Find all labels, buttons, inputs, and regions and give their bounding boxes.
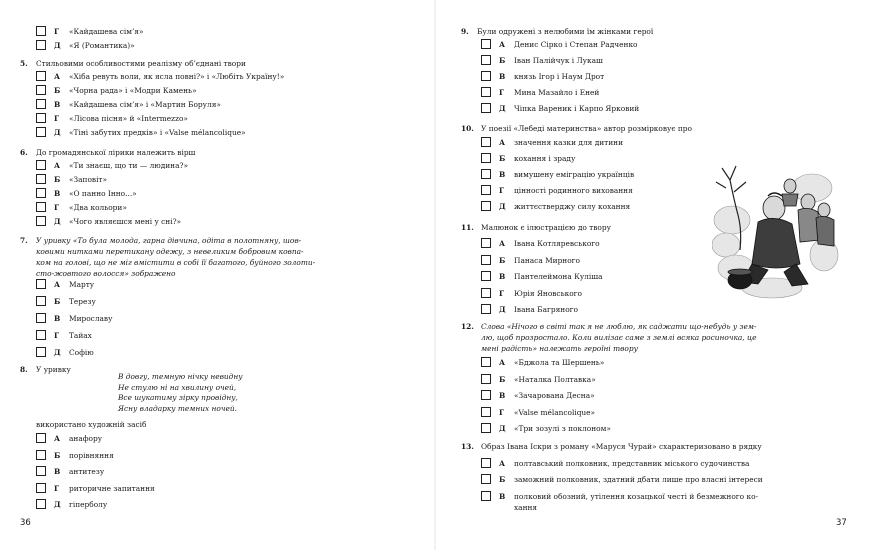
question-text: У поезії «Лебеді материнства» автор розмірковує про bbox=[481, 124, 692, 133]
answer-checkbox[interactable] bbox=[36, 499, 46, 509]
answer-checkbox[interactable] bbox=[481, 255, 491, 265]
answer-checkbox[interactable] bbox=[36, 26, 46, 36]
illustration-drawing bbox=[712, 160, 840, 302]
question-text: До громадянської лірики належить вірш bbox=[36, 148, 196, 157]
answer-checkbox[interactable] bbox=[481, 474, 491, 484]
answer-checkbox[interactable] bbox=[481, 357, 491, 367]
question-number: 8. bbox=[20, 365, 28, 374]
answer-checkbox[interactable] bbox=[36, 113, 46, 123]
question-text: Були одружені з нелюбими їм жінками герої bbox=[477, 27, 654, 36]
question-number: 11. bbox=[461, 223, 474, 232]
page-number: 37 bbox=[836, 518, 847, 528]
answer-checkbox[interactable] bbox=[481, 71, 491, 81]
answer-checkbox[interactable] bbox=[481, 271, 491, 281]
answer-checkbox[interactable] bbox=[36, 40, 46, 50]
answer-checkbox[interactable] bbox=[481, 390, 491, 400]
question-number: 7. bbox=[20, 236, 28, 245]
right-page: 9. Були одружені з нелюбими їм жінками герої А Денис Сірко і Степан Радченко Б Іван Палійчук і Лукаш В князь Ігор і Наум Дрот Г Мина Мазайло і Еней Д Чіпка Вареник і Карпо Ярковий 10. У поезії «Лебеді материнства» автор розмірковує про А значення казки для дитини Б кохання і зраду В вимушену еміграцію українців Г цінності родинного виховання Д життєстверджу силу кохання 11. Малюнок є ілюстрацією до твору А Івана Котляревського Б Панаса Мирного В Пантелеймона Куліша Г Юрія Яновського Д Івана Багряного 12. Слова «Нічого в світі так я не люблю, як саджати що-небудь у зем- лю, щоб прозростало. Коли вилізає саме з землі всяка росиночка, це мені радість» належать героїні твору А «Бджола та Шершень» Б «Наталка Полтавка» В «Зачарована Десна» Г «Valse mélancolique» Д «Три зозулі з поклоном» 13. Образ Івана Іскри з роману «Маруся Чурай» схарактеризовано в рядку А полтавський полковник, представник міського судочинства Б заможний полковник, здатний дбати лише про власні інтереси В полковий обозний, утілення козацької честі й безмежного ко- хання 37 bbox=[461, 27, 847, 528]
answer-checkbox[interactable] bbox=[481, 423, 491, 433]
answer-checkbox[interactable] bbox=[36, 216, 46, 226]
question-8-continuation: використано художній засіб bbox=[36, 420, 147, 429]
answer-checkbox[interactable] bbox=[481, 185, 491, 195]
answer-checkbox[interactable] bbox=[36, 347, 46, 357]
answer-checkbox[interactable] bbox=[481, 407, 491, 417]
answer-checkbox[interactable] bbox=[36, 466, 46, 476]
question-number: 5. bbox=[20, 59, 28, 68]
question-number: 12. bbox=[461, 322, 474, 331]
left-page: Г «Кайдашева сім’я» Д «Я (Романтика)» 5. Стильовими особливостями реалізму об’єднані твори А «Хіба ревуть воли, як ясла повні?» і «Любіть Україну!» Б «Чорна рада» і «Модри Камень» В «Кайдашева сім’я» і «Мартин Боруля» Г «Лісова пісня» й «Intermezzo» Д «Тіні забутих предків» і «Valse mélancolique» 6. До громадянської лірики належить вірш А «Ти знаєш, що ти — людина?» Б «Заповіт» В «О панно Інно...» Г «Два кольори» Д «Чого являєшся мені у сні?» 7. У уривку «То була молода, гарна дівчина, одіта в полотняну, шов- ковими нитками перетикану одежу, з невеликим бобровим ковпа- ком на голові, що не міг вмістити в собі її багатого, буйного золоти- сто-жовтого волосся» зображено А Марту Б Терезу В Мирославу Г Тайах Д Софію 8. У уривку В довгу, темную нічку невидну Не стулю ні на хвилину очей, Все шукатиму зірку провідну, Ясну владарку темних ночей. використано художній засіб А анафору Б порівняння В антитезу Г риторичне запитання Д гіперболу 36 bbox=[0, 0, 435, 550]
answer-checkbox[interactable] bbox=[36, 313, 46, 323]
question-number: 13. bbox=[461, 442, 474, 451]
question-number: 6. bbox=[20, 148, 28, 157]
q13-option-v-continuation: хання bbox=[514, 503, 538, 512]
answer-checkbox[interactable] bbox=[481, 39, 491, 49]
answer-checkbox[interactable] bbox=[36, 127, 46, 137]
answer-checkbox[interactable] bbox=[481, 87, 491, 97]
answer-checkbox[interactable] bbox=[481, 238, 491, 248]
answer-checkbox[interactable] bbox=[36, 85, 46, 95]
answer-checkbox[interactable] bbox=[481, 137, 491, 147]
question-number: 10. bbox=[461, 124, 474, 133]
question-text: Малюнок є ілюстрацією до твору bbox=[481, 223, 611, 232]
answer-checkbox[interactable] bbox=[481, 153, 491, 163]
answer-checkbox[interactable] bbox=[36, 296, 46, 306]
poem-excerpt: В довгу, темную нічку невидну Не стулю ні на хвилину очей, Все шукатиму зірку провідну, Ясну владарку темних ночей. bbox=[118, 372, 243, 413]
question-text: Образ Івана Іскри з роману «Маруся Чурай» схарактеризовано в рядку bbox=[481, 442, 762, 451]
answer-checkbox[interactable] bbox=[481, 304, 491, 314]
answer-checkbox[interactable] bbox=[36, 188, 46, 198]
question-text: Слова «Нічого в світі так я не люблю, як саджати що-небудь у зем- лю, щоб прозростало. Коли вилізає саме з землі всяка росиночка, це мені радість» належать героїні твору bbox=[481, 322, 757, 353]
page-number: 36 bbox=[20, 518, 31, 528]
answer-checkbox[interactable] bbox=[481, 458, 491, 468]
answer-checkbox[interactable] bbox=[481, 103, 491, 113]
answer-checkbox[interactable] bbox=[36, 483, 46, 493]
answer-checkbox[interactable] bbox=[36, 450, 46, 460]
answer-checkbox[interactable] bbox=[481, 55, 491, 65]
answer-checkbox[interactable] bbox=[36, 160, 46, 170]
question-text: Стильовими особливостями реалізму об’єднані твори bbox=[36, 59, 246, 68]
answer-checkbox[interactable] bbox=[481, 288, 491, 298]
question-text: У уривку «То була молода, гарна дівчина, одіта в полотняну, шов- ковими нитками перетикану одежу, з невеликим бобровим ковпа- ком на голові, що не міг вмістити в собі її багатого, буйного золоти- сто-жовтого волосся» зображено bbox=[36, 236, 316, 278]
answer-checkbox[interactable] bbox=[481, 169, 491, 179]
answer-checkbox[interactable] bbox=[36, 433, 46, 443]
story-illustration bbox=[712, 160, 840, 302]
answer-checkbox[interactable] bbox=[36, 71, 46, 81]
answer-checkbox[interactable] bbox=[36, 174, 46, 184]
answer-checkbox[interactable] bbox=[481, 201, 491, 211]
question-text: У уривку bbox=[36, 365, 71, 374]
answer-checkbox[interactable] bbox=[36, 279, 46, 289]
question-number: 9. bbox=[461, 27, 469, 36]
answer-checkbox[interactable] bbox=[481, 491, 491, 501]
answer-checkbox[interactable] bbox=[36, 330, 46, 340]
answer-checkbox[interactable] bbox=[481, 374, 491, 384]
answer-checkbox[interactable] bbox=[36, 202, 46, 212]
answer-checkbox[interactable] bbox=[36, 99, 46, 109]
